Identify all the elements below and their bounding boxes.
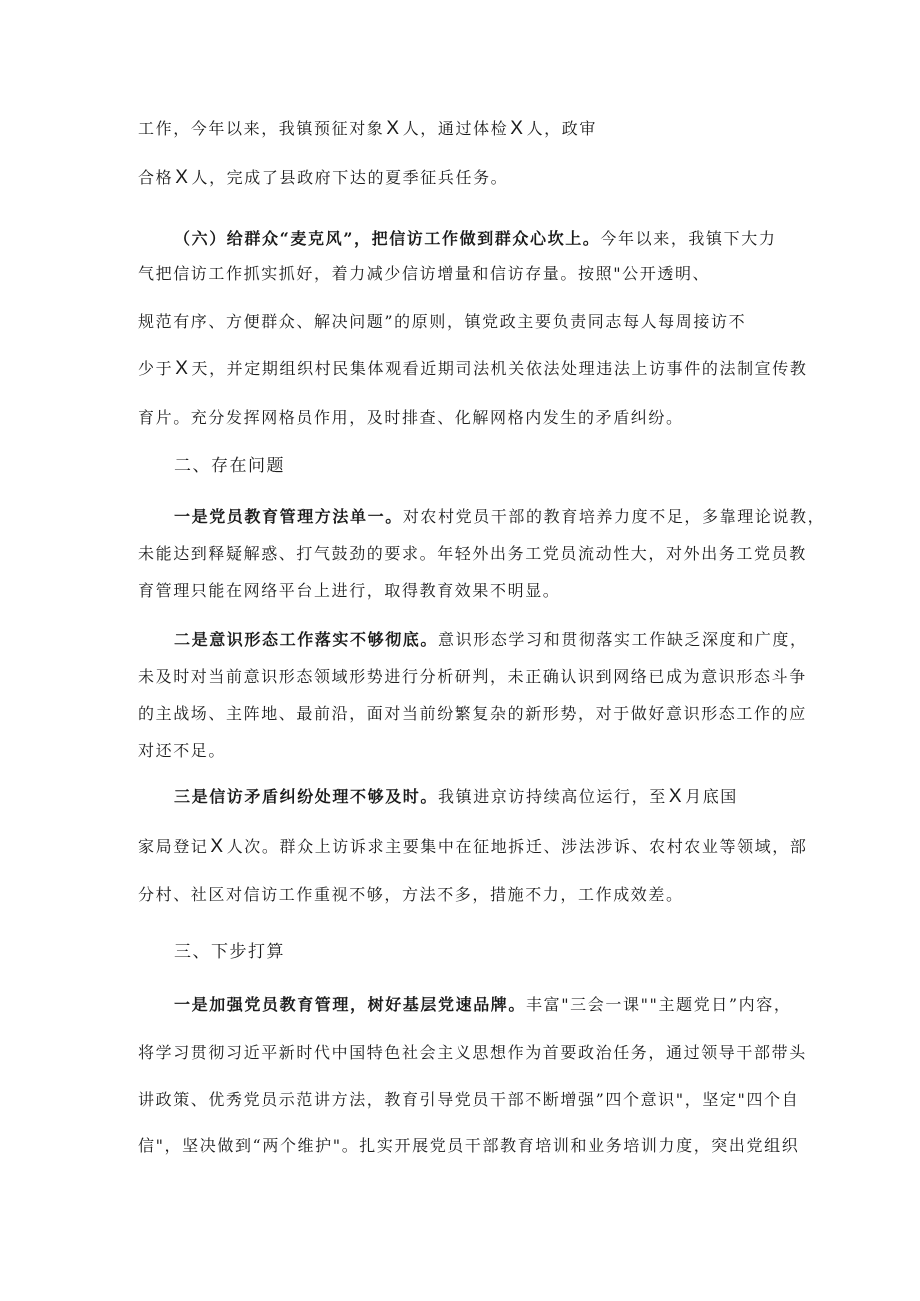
placeholder-x: X [510, 118, 525, 139]
paragraph-text: 意识形态学习和贯彻落实工作缺乏深度和广度， [438, 630, 808, 649]
paragraph-line: 育片。充分发挥网格员作用，及时排查、化解网格内发生的矛盾纠纷。 [138, 408, 684, 427]
section-heading: 二、存在问题 [174, 456, 285, 476]
paragraph-line: 工作，今年以来，我镇预征对象 X 人，通过体检 X 人，政审 [138, 118, 597, 139]
paragraph-line: 未及时对当前意识形态领域形势进行分析研判，未正确认识到网络已成为意识形态斗争 [138, 667, 807, 686]
paragraph-line: 合格 X 人，完成了县政府下达的夏季征兵任务。 [138, 167, 509, 188]
paragraph-lead-bold: 三是信访矛盾纠纷处理不够及时。 [174, 787, 439, 806]
paragraph-text: 今年以来，我镇下大力 [600, 229, 777, 248]
paragraph-line: 将学习贯彻习近平新时代中国特色社会主义思想作为首要政治任务，通过领导干部带头 [138, 1043, 807, 1062]
placeholder-x: X [210, 836, 225, 857]
placeholder-x: X [175, 167, 190, 188]
paragraph-text: 我镇进京访持续高位运行，至 X 月底国 [438, 786, 738, 807]
paragraph-line: 规范有序、方便群众、解决问题”的原则，镇党政主要负责同志每人每周接访不 [138, 312, 747, 331]
paragraph-text: 丰富"三会一课""主题党日”内容， [526, 995, 792, 1014]
placeholder-x: X [386, 118, 401, 139]
paragraph-text: 对农村党员干部的教育培养力度不足，多靠理论说教， [402, 507, 826, 526]
paragraph-lead-bold: 一是党员教育管理方法单一。 [174, 507, 403, 526]
placeholder-x: X [175, 358, 190, 379]
paragraph-line: 对还不足。 [138, 741, 227, 760]
section-heading: 三、下步打算 [174, 942, 285, 962]
paragraph-line: 家局登记 X 人次。群众上访诉求主要集中在征地拆迁、涉法涉诉、农村农业等领域，部 [138, 836, 808, 857]
paragraph-line [174, 505, 825, 529]
paragraph-line: 的主战场、主阵地、最前沿，面对当前纷繁复杂的新形势，对于做好意识形态工作的应 [138, 704, 807, 723]
paragraph-line [174, 227, 776, 251]
paragraph-lead-bold: 二是意识形态工作落实不够彻底。 [174, 630, 439, 649]
paragraph-lead-bold: 一是加强党员教育管理，树好基层党速品牌。 [174, 995, 527, 1014]
paragraph-line [174, 628, 808, 652]
paragraph-line: 分村、社区对信访工作重视不够，方法不多，措施不力，工作成效差。 [138, 885, 684, 904]
placeholder-x: X [668, 786, 684, 807]
paragraph-line: 讲政策、优秀党员示范讲方法，教育引导党员干部不断增强”四个意识"，坚定"四个自 [138, 1090, 800, 1109]
paragraph-line: 信"，坚决做到“两个维护"。扎实开展党员干部教育培训和业务培训力度，突出党组织 [138, 1136, 800, 1155]
paragraph-line: 气把信访工作抓实抓好，着力减少信访增量和信访存量。按照"公开透明、 [138, 264, 711, 283]
paragraph-line [174, 785, 738, 809]
paragraph-line [174, 993, 791, 1017]
paragraph-line: 未能达到释疑解惑、打气鼓劲的要求。年轻外出务工党员流动性大，对外出务工党员教 [138, 544, 807, 563]
paragraph-line: 少于 X 天，并定期组织村民集体观看近期司法机关依法处理违法上访事件的法制宣传教 [138, 358, 808, 379]
paragraph-line: 育管理只能在网络平台上进行，取得教育效果不明显。 [138, 581, 561, 600]
paragraph-lead-bold: （六）给群众“麦克风”，把信访工作做到群众心坎上。 [174, 229, 601, 248]
